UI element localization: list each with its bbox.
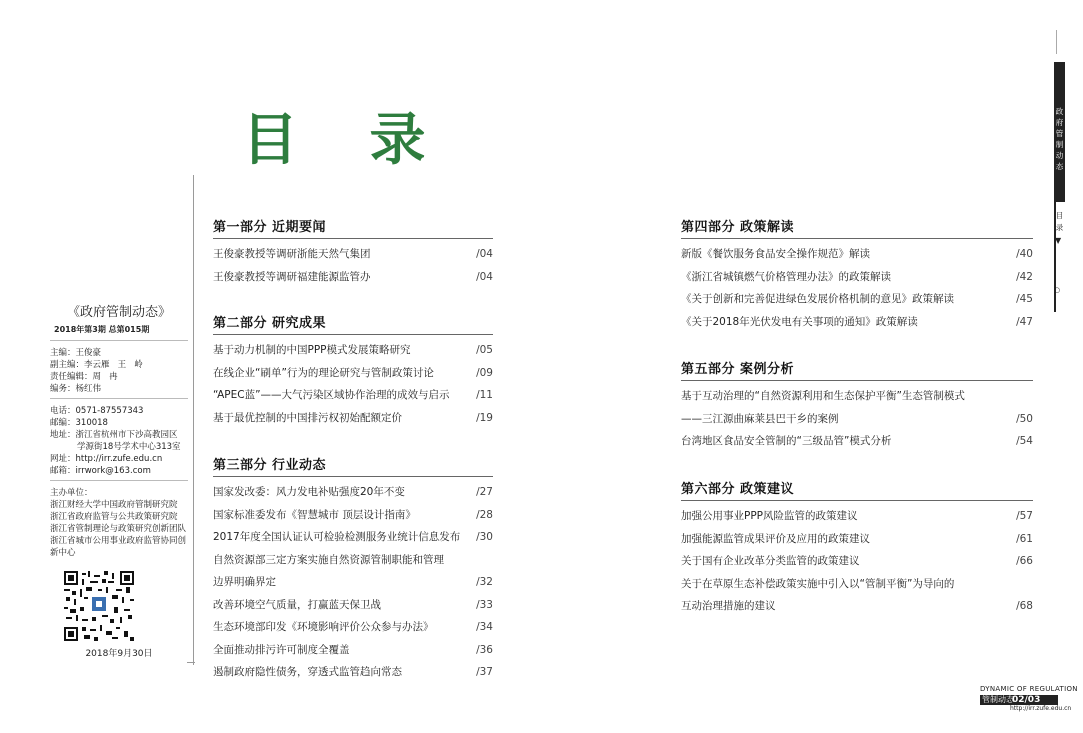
- toc-entry[interactable]: [213, 407, 493, 430]
- toc-entry[interactable]: [681, 430, 1033, 453]
- toc-entry[interactable]: [681, 573, 1033, 596]
- entry-title: 王俊豪教授等调研浙能天然气集团: [213, 248, 371, 260]
- editor-line: 编务：杨红伟: [50, 384, 102, 394]
- footer-english-title: DYNAMIC OF REGULATION: [980, 685, 1078, 693]
- entry-title: 基于互动治理的“自然资源利用和生态保护平衡”生态管制模式: [681, 390, 965, 402]
- entry-page: /34: [476, 621, 493, 633]
- entry-title: 基于动力机制的中国PPP模式发展策略研究: [213, 344, 411, 356]
- divider: [50, 340, 188, 341]
- issue-number: 2018年第3期 总第015期: [54, 325, 150, 334]
- entry-title: 加强能源监管成果评价及应用的政策建议: [681, 532, 870, 545]
- toc-section-news: [213, 218, 493, 288]
- sponsor-line: 浙江财经大学中国政府管制研究院: [50, 500, 178, 510]
- qr-code-icon: [64, 571, 134, 641]
- toc-entry[interactable]: [213, 661, 493, 684]
- entry-title: 遏制政府隐性债务，穿透式监管趋向常态: [213, 666, 402, 678]
- toc-entry[interactable]: [213, 639, 493, 662]
- entry-title: 2017年度全国认证认可检验检测服务业统计信息发布: [213, 531, 461, 543]
- section-heading: 第三部分 行业动态: [213, 456, 493, 477]
- arrow-down-icon: ▼: [1055, 236, 1062, 245]
- circle-icon: ○: [1054, 286, 1061, 294]
- entry-title: 边界明确界定: [213, 576, 276, 588]
- page-title: 目 录: [242, 107, 452, 173]
- entry-page: /36: [476, 643, 493, 656]
- entry-page: /19: [476, 411, 493, 424]
- entry-title: 关于国有企业改革分类监管的政策建议: [681, 555, 860, 567]
- entry-page: /30: [476, 531, 493, 543]
- vertical-divider: [193, 175, 194, 665]
- entry-title: 加强公用事业PPP风险监管的政策建议: [681, 510, 858, 522]
- entry-page: /45: [1016, 293, 1033, 305]
- entry-page: /47: [1016, 315, 1033, 328]
- section-heading: 第四部分 政策解读: [681, 218, 1033, 239]
- toc-entry[interactable]: [213, 526, 493, 549]
- toc-entry[interactable]: [681, 288, 1033, 311]
- entry-page: /50: [1016, 412, 1033, 425]
- sponsor-line: 浙江省城市公用事业政府监管协同创: [50, 536, 187, 546]
- sponsor-line: 主办单位：: [50, 488, 93, 498]
- entry-page: /54: [1016, 435, 1033, 447]
- toc-entry[interactable]: [213, 384, 493, 407]
- toc-entry[interactable]: [681, 528, 1033, 551]
- footer-logo: 管制动态: [982, 695, 1014, 704]
- toc-section-research: [213, 314, 493, 429]
- divider: [50, 480, 188, 481]
- entry-title: 关于在草原生态补偿政策实施中引入以“管制平衡”为导向的: [681, 577, 955, 590]
- entry-page: /32: [476, 576, 493, 588]
- contact-line: 学源街18号学术中心313室: [50, 442, 181, 452]
- section-heading: 第二部分 研究成果: [213, 314, 493, 335]
- entry-title: 台湾地区食品安全管制的“三级品管”模式分析: [681, 435, 892, 447]
- entry-page: /27: [476, 486, 493, 498]
- entry-title: 自然资源部三定方案实施自然资源管制职能和管理: [213, 553, 444, 566]
- entry-title: 改善环境空气质量，打赢蓝天保卫战: [213, 598, 381, 611]
- entry-page: /11: [476, 389, 493, 401]
- entry-title: 互动治理措施的建议: [681, 600, 776, 612]
- toc-entry[interactable]: [681, 595, 1033, 618]
- sponsor-line: 浙江省管制理论与政策研究创新团队: [50, 524, 187, 534]
- toc-entry[interactable]: [213, 362, 493, 385]
- toc-entry[interactable]: [681, 505, 1033, 528]
- email-link[interactable]: 邮箱：irrwork@163.com: [50, 466, 151, 476]
- toc-entry[interactable]: [681, 550, 1033, 573]
- toc-section-industry: [213, 456, 493, 684]
- contact-line: 电话：0571-87557343: [50, 406, 144, 416]
- entry-page: /42: [1016, 270, 1033, 283]
- publication-name: 《政府管制动态》: [66, 305, 171, 320]
- entry-title: 在线企业“刷单”行为的理论研究与管制政策讨论: [213, 366, 434, 379]
- editor-line: 副主编：李云雁 王 岭: [50, 360, 143, 370]
- entry-page: /68: [1016, 600, 1033, 612]
- entry-page: /66: [1016, 555, 1033, 567]
- toc-entry[interactable]: [213, 504, 493, 527]
- divider-tick: [187, 662, 195, 663]
- editor-line: 主编：王俊豪: [50, 348, 102, 358]
- section-heading: 第六部分 政策建议: [681, 480, 1033, 501]
- entry-page: /33: [476, 598, 493, 611]
- entry-page: /37: [476, 666, 493, 678]
- toc-entry[interactable]: [213, 243, 493, 266]
- side-tab-section: 目录: [1055, 211, 1064, 232]
- entry-title: 《关于2018年光伏发电有关事项的通知》政策解读: [681, 315, 918, 328]
- toc-entry[interactable]: [681, 385, 1033, 408]
- toc-entry[interactable]: [213, 549, 493, 572]
- entry-title: 《关于创新和完善促进绿色发展价格机制的意见》政策解读: [681, 293, 954, 305]
- toc-entry[interactable]: [681, 266, 1033, 289]
- toc-section-case-analysis: [681, 360, 1033, 453]
- divider: [50, 398, 188, 399]
- toc-entry[interactable]: [681, 243, 1033, 266]
- section-heading: 第五部分 案例分析: [681, 360, 1033, 381]
- toc-entry[interactable]: [213, 481, 493, 504]
- toc-entry[interactable]: [213, 616, 493, 639]
- toc-entry[interactable]: [213, 571, 493, 594]
- toc-entry[interactable]: [213, 266, 493, 289]
- footer-url[interactable]: http://irr.zufe.edu.cn: [1010, 705, 1072, 712]
- contact-block: [50, 405, 188, 477]
- entry-page: /57: [1016, 510, 1033, 522]
- website-link[interactable]: 网址：http://irr.zufe.edu.cn: [50, 454, 163, 464]
- masthead: [50, 306, 188, 559]
- entry-page: /09: [476, 366, 493, 379]
- entry-page: /40: [1016, 248, 1033, 260]
- page-number: 02/03: [1012, 695, 1041, 705]
- entry-page: /61: [1016, 532, 1033, 545]
- toc-entry[interactable]: [681, 408, 1033, 431]
- publication-date: 2018年9月30日: [85, 649, 153, 659]
- entry-title: 新版《餐饮服务食品安全操作规范》解读: [681, 248, 870, 260]
- toc-entry[interactable]: [213, 339, 493, 362]
- entry-title: 生态环境部印发《环境影响评价公众参与办法》: [213, 621, 434, 633]
- side-tab-title: 政府管制动态: [1055, 107, 1064, 171]
- section-heading: 第一部分 近期要闻: [213, 218, 493, 239]
- editors-block: [50, 347, 188, 395]
- entry-title: 《浙江省城镇燃气价格管理办法》的政策解读: [681, 270, 891, 283]
- entry-title: 国家发改委：风力发电补贴强度20年不变: [213, 486, 405, 498]
- sponsor-line: 新中心: [50, 548, 76, 558]
- entry-title: 王俊豪教授等调研福建能源监管办: [213, 270, 371, 283]
- entry-title: 国家标准委发布《智慧城市 顶层设计指南》: [213, 508, 416, 521]
- entry-title: “APEC蓝”——大气污染区域协作治理的成效与启示: [213, 389, 450, 401]
- toc-entry[interactable]: [213, 594, 493, 617]
- entry-title: 基于最优控制的中国排污权初始配额定价: [213, 411, 402, 424]
- entry-page: /04: [476, 248, 493, 260]
- sponsors-block: [50, 487, 188, 559]
- entry-page: /05: [476, 344, 493, 356]
- contact-line: 邮编：310018: [50, 418, 108, 428]
- editor-line: 责任编辑：周 冉: [50, 372, 118, 382]
- entry-page: /28: [476, 508, 493, 521]
- contact-line: 地址：浙江省杭州市下沙高教园区: [50, 430, 178, 440]
- sponsor-line: 浙江省政府监管与公共政策研究院: [50, 512, 178, 522]
- crop-mark: [1056, 30, 1057, 54]
- toc-section-policy-interpretation: [681, 218, 1033, 333]
- entry-title: ——三江源曲麻莱县巴干乡的案例: [681, 412, 839, 425]
- entry-page: /04: [476, 270, 493, 283]
- toc-entry[interactable]: [681, 311, 1033, 334]
- toc-section-policy-suggestions: [681, 480, 1033, 618]
- entry-title: 全面推动排污许可制度全覆盖: [213, 643, 350, 656]
